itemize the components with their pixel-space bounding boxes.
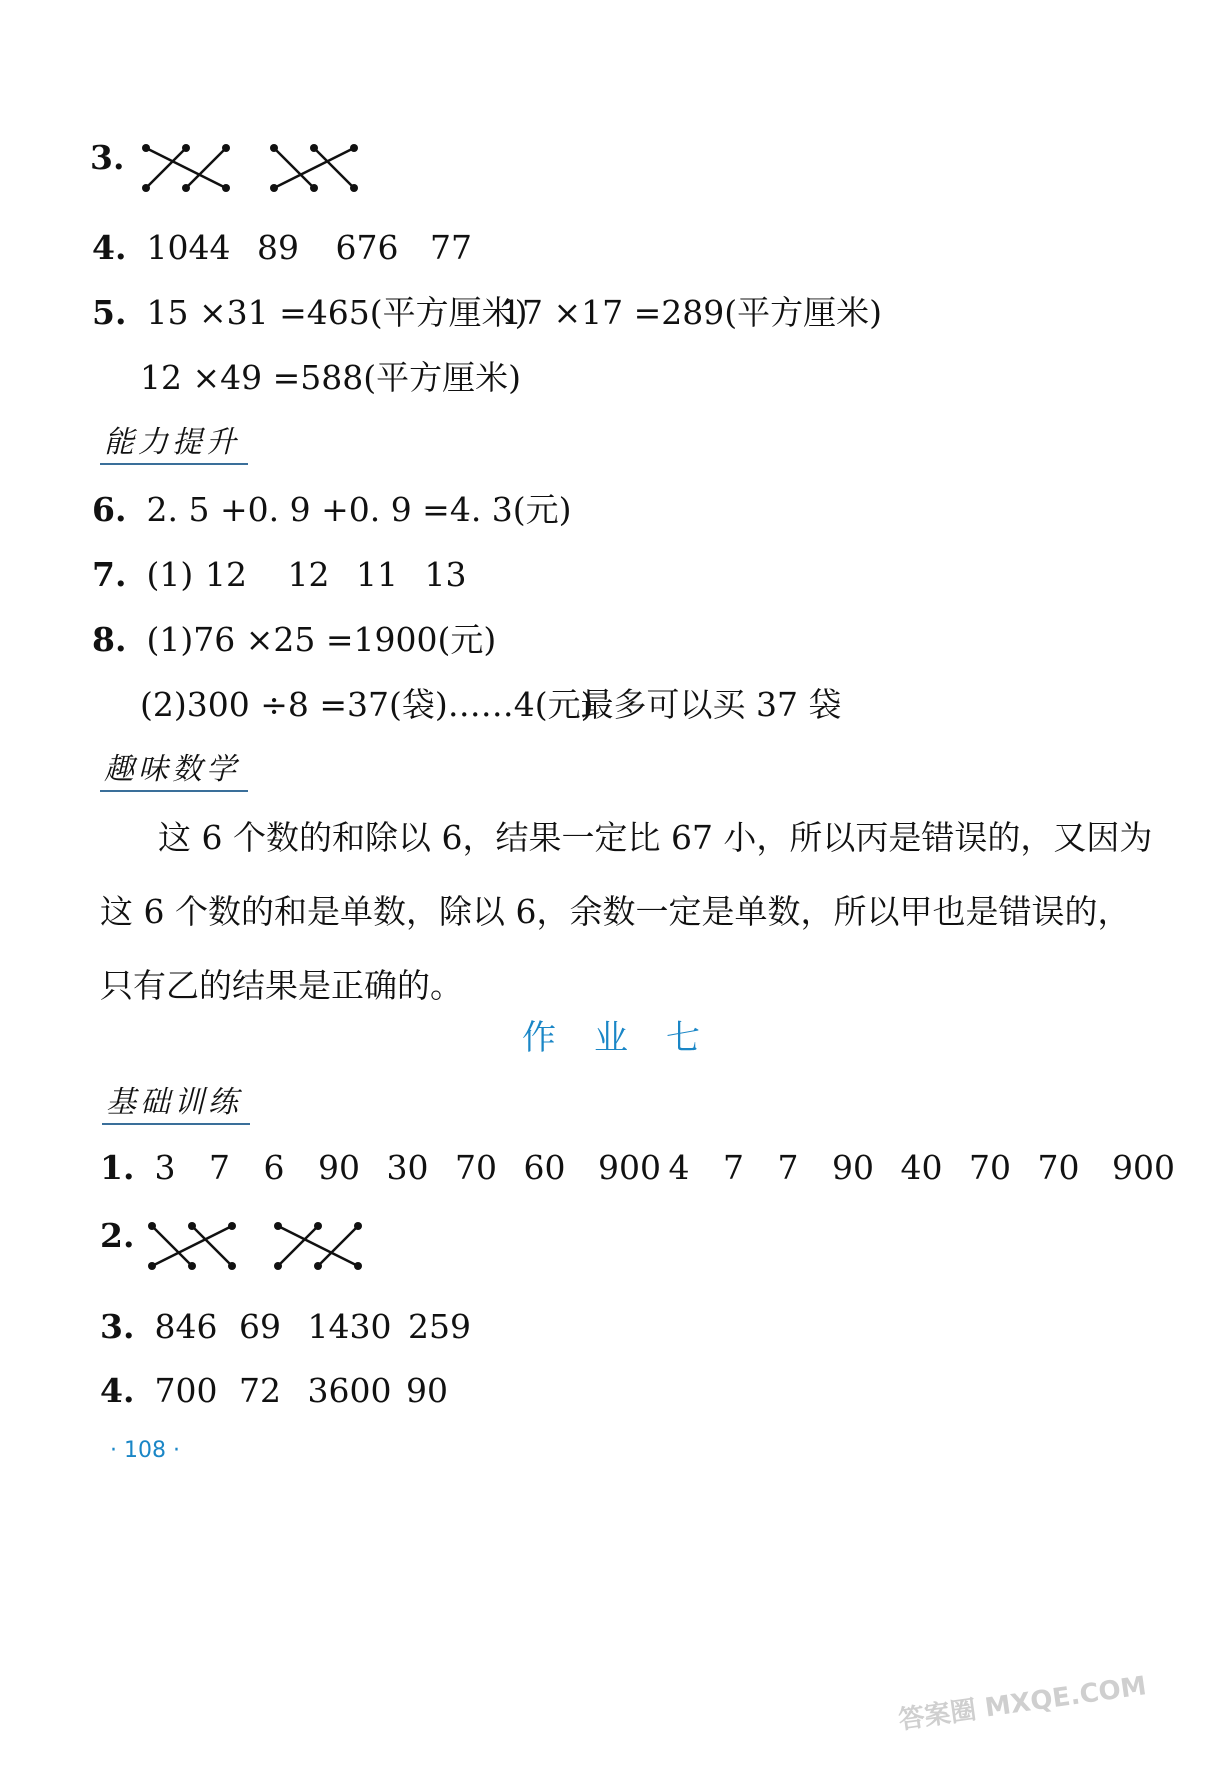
answer-value: 3600 xyxy=(307,1371,392,1410)
q3-row-b xyxy=(100,1307,471,1347)
answer-value: 7 xyxy=(209,1148,230,1187)
answer-value: 90 xyxy=(832,1148,874,1187)
matching-lines-q3a xyxy=(140,143,240,193)
answer-value: 6 xyxy=(263,1148,285,1187)
answer-value: 11 xyxy=(356,555,398,594)
question-number: 1. xyxy=(100,1148,135,1187)
q5-row-2 xyxy=(140,358,521,398)
q7-row xyxy=(92,555,467,595)
answer-value: 60 xyxy=(523,1148,566,1187)
q4-row xyxy=(92,228,472,268)
q1-row xyxy=(100,1148,1175,1188)
answer-value: 69 xyxy=(239,1307,281,1346)
answer-value: 70 xyxy=(1037,1148,1080,1187)
answer-value: 12 xyxy=(287,555,330,594)
section-label-nengli: 能力提升 xyxy=(100,425,248,465)
q5-row xyxy=(92,293,882,333)
question-number: 7. xyxy=(92,555,127,594)
matching-lines-q2b xyxy=(272,1221,372,1271)
answer-value: 846 xyxy=(154,1307,218,1346)
answer-value: 72 xyxy=(239,1371,281,1410)
answer-value: 676 xyxy=(335,228,399,267)
answer-value: 7 xyxy=(723,1148,744,1187)
answer-value: 3 xyxy=(154,1148,176,1187)
equation: 17 ×17 =289(平方厘米) xyxy=(501,293,882,332)
question-number: 2. xyxy=(100,1216,135,1255)
answer-value: 1044 xyxy=(146,228,231,267)
question-number: 5. xyxy=(92,293,127,332)
question-number: 6. xyxy=(92,490,127,529)
answer-value: 700 xyxy=(154,1371,218,1410)
answer-value: 4 xyxy=(668,1148,690,1187)
q8-row xyxy=(92,620,496,660)
sub-question-label: (1) xyxy=(146,555,194,594)
explanation-paragraph: 这 6 个数的和除以 6，结果一定比 67 小，所以丙是错误的，又因为这 6 个数的和是单数，除以 6，余数一定是单数，所以甲也是错误的，只有乙的结果是正确的。 xyxy=(100,818,1153,1005)
answer-value: 70 xyxy=(969,1148,1011,1187)
equation: 2. 5 +0. 9 +0. 9 =4. 3(元) xyxy=(146,490,572,529)
equation: (2)300 ÷8 =37(袋)……4(元) xyxy=(140,685,594,724)
question-number: 3. xyxy=(90,138,125,177)
section-label-quwei: 趣味数学 xyxy=(100,752,248,792)
equation: (1)76 ×25 =1900(元) xyxy=(146,620,497,659)
answer-value: 7 xyxy=(777,1148,799,1187)
matching-lines-q3b xyxy=(268,143,368,193)
answer-sentence: 最多可以买 37 袋 xyxy=(580,685,842,724)
equation: 12 ×49 =588(平方厘米) xyxy=(140,358,521,397)
q4-row-b xyxy=(100,1371,448,1411)
answer-value: 1430 xyxy=(307,1307,392,1346)
matching-lines-q2a xyxy=(146,1221,246,1271)
question-number: 8. xyxy=(92,620,127,659)
watermark-logo: 答案圈 MXQE.COM xyxy=(896,1671,1149,1736)
q6-row xyxy=(92,490,572,530)
answer-value: 89 xyxy=(257,228,299,267)
answer-value: 900 xyxy=(598,1148,661,1187)
answer-value: 77 xyxy=(430,228,472,267)
answer-value: 13 xyxy=(424,555,467,594)
question-number: 4. xyxy=(100,1371,135,1410)
q8-row-2 xyxy=(140,685,841,725)
q3-row xyxy=(90,138,134,178)
answer-value: 12 xyxy=(205,555,247,594)
answer-value: 259 xyxy=(408,1307,471,1346)
answer-value: 40 xyxy=(900,1148,943,1187)
equation: 15 ×31 =465(平方厘米) xyxy=(146,293,528,332)
answer-value: 70 xyxy=(455,1148,497,1187)
assignment-heading: 作业七 xyxy=(522,1018,738,1058)
answer-value: 900 xyxy=(1112,1148,1175,1187)
answer-value: 90 xyxy=(406,1371,448,1410)
answer-value: 30 xyxy=(386,1148,429,1187)
question-number: 3. xyxy=(100,1307,135,1346)
section-label-jichu: 基础训练 xyxy=(102,1085,250,1125)
page-number: · 108 · xyxy=(110,1438,180,1463)
answer-value: 90 xyxy=(318,1148,360,1187)
q2-row xyxy=(100,1216,144,1256)
question-number: 4. xyxy=(92,228,127,267)
